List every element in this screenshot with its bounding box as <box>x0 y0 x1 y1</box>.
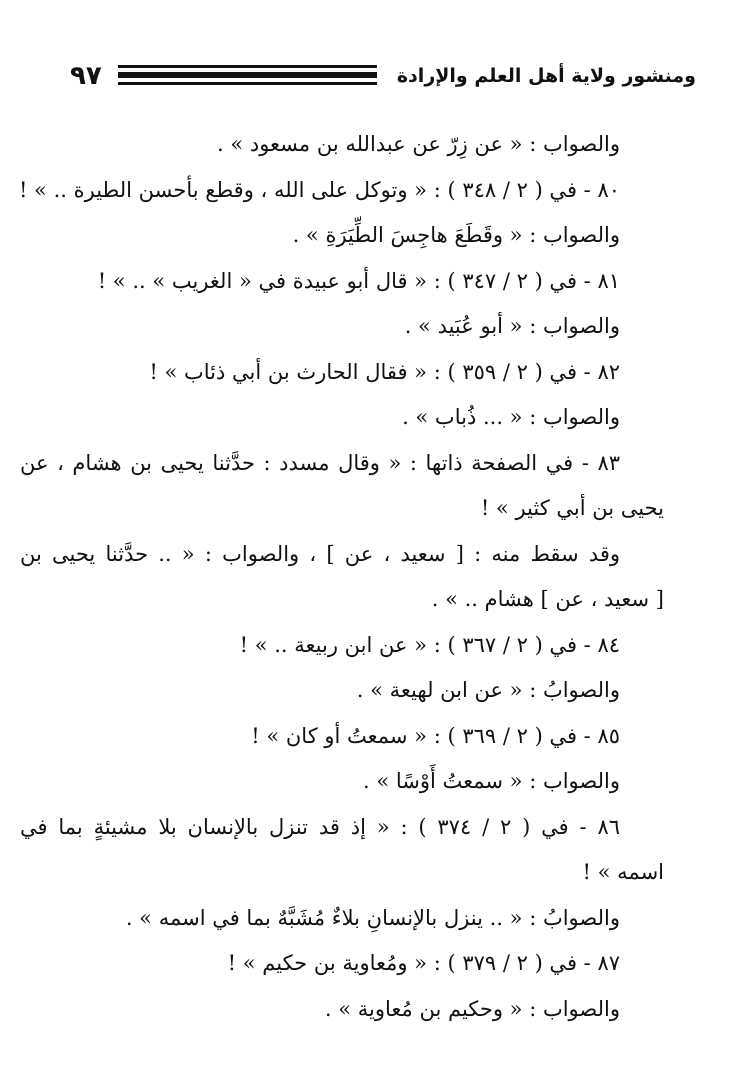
page-body <box>18 122 664 1032</box>
text-line: والصواب : « وحكيم بن مُعاوية » . <box>324 996 620 1021</box>
text-line: ٨٢ - في ( ٢ / ٣٥٩ ) : « فقال الحارث بن أبي ذئاب » ! <box>149 359 620 384</box>
running-title: ومنشور ولاية أهل العلم والإرادة <box>396 65 696 87</box>
text-line: ٨٣ - في الصفحة ذاتها : « وقال مسدد : حدَّثنا يحيى بن هشام ، عن <box>20 450 620 475</box>
text-line: ٨٦ - في ( ٢ / ٣٧٤ ) : « إذ قد تنزل بالإنسان بلا مشيئةٍ بما في <box>20 814 620 839</box>
text-line: ٨١ - في ( ٢ / ٣٤٧ ) : « قال أبو عبيدة في « الغريب » .. » ! <box>97 268 620 293</box>
text-line: والصواب : « ... ذُباب » . <box>402 405 620 429</box>
header-rule <box>118 65 377 87</box>
text-line: والصواب : « سمعتُ أَوْسًا » . <box>363 769 620 793</box>
text-line: والصواب : « عن زِرّ عن عبدالله بن مسعود » . <box>216 132 620 156</box>
text-line: ٨٥ - في ( ٢ / ٣٦٩ ) : « سمعتُ أو كان » ! <box>251 723 620 748</box>
text-line: والصوابُ : « عن ابن لهيعة » . <box>356 678 620 702</box>
text-line: وقد سقط منه : [ سعيد ، عن ] ، والصواب : « .. حدَّثنا يحيى بن <box>20 541 620 566</box>
text-line: والصواب : « وقَطَعَ هاجِسَ الطِّيَرَةِ » . <box>292 223 620 247</box>
text-line: ٨٠ - في ( ٢ / ٣٤٨ ) : « وتوكل على الله ، وقطع بأحسن الطيرة .. » ! <box>18 177 620 202</box>
text-line: والصواب : « أبو عُبَيد » . <box>404 314 620 338</box>
text-line: ٨٧ - في ( ٢ / ٣٧٩ ) : « ومُعاوية بن حكيم » ! <box>227 951 620 975</box>
text-line: يحيى بن أبي كثير » ! <box>480 496 664 520</box>
page-number: ٩٧ <box>70 61 102 91</box>
page-header <box>70 52 696 100</box>
text-line: [ سعيد ، عن ] هشام .. » . <box>431 587 664 611</box>
text-line: والصوابُ : « .. ينزل بالإنسانِ بلاءٌ مُشَبَّهٌ بما في اسمه » . <box>125 905 620 930</box>
text-line: اسمه » ! <box>582 860 664 884</box>
text-line: ٨٤ - في ( ٢ / ٣٦٧ ) : « عن ابن ربيعة .. » ! <box>239 632 620 657</box>
